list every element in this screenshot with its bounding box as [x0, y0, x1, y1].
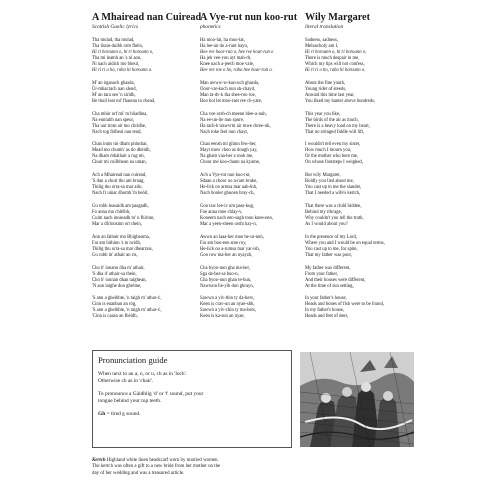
pronunciation-guide-title: Pronunciation guide: [98, 355, 168, 365]
lyric-line: At the time of sun setting,: [305, 283, 354, 289]
lyric-line: Nach fr uinar dhomh 'm beòil,: [92, 191, 149, 197]
stanza: [305, 142, 430, 166]
lyric-line: Keen is crav-un an nyae-shh,: [200, 302, 255, 308]
lyric-line: Ha lee-un do a-runt hayn,: [200, 44, 249, 49]
lyric-line: Cho b' ionnan dhan taighean,: [92, 277, 147, 283]
lyric-line: 'S dan a chuir thu am bruag,: [92, 179, 145, 185]
lyric-line: There is much despair in me,: [305, 56, 360, 61]
lyric-line: Around this time last year,: [305, 92, 355, 98]
lyric-line: Mar a dh'innsinn orr thein,: [92, 221, 142, 227]
lyric-line: He-lick oo armsa mar aah-lnh,: [200, 185, 258, 191]
lyric-line: Gu robh m' athair an ris,: [92, 252, 138, 258]
lyric-line: Ann an làthair mo Bhighearna,: [92, 234, 150, 240]
lyric-line: Heads and feet of deer,: [305, 314, 349, 320]
lyric-line: Cuim nach innseadh tu' n fhìrinn,: [92, 215, 155, 221]
lyric-line: Mayt mow choo as dough yay,: [200, 148, 258, 154]
stanza: [305, 204, 430, 228]
kertch-term: Kertch: [92, 458, 106, 463]
lyric-line: In my father's house,: [305, 308, 345, 314]
lyric-line: 'S ann a gheibhte, 'n taigh m' athar-s',: [92, 296, 162, 302]
translation-stanzas: [305, 38, 430, 320]
gh-description: = tired g sound.: [105, 411, 141, 417]
lyric-line: As I would about you?: [305, 221, 348, 227]
lyric-line: Hee ree roe o ho, raho hee hoar-run o.: [200, 68, 273, 73]
pronunciation-line: When next to an a, o, or u, ch as in 'loch'.: [98, 371, 187, 377]
lyric-line: You cast up to me the slander,: [305, 185, 362, 191]
lyric-line: From your father,: [305, 271, 339, 277]
stanza: [305, 173, 430, 197]
lyric-line: Ha moo-lat, ha moo-lat,: [200, 38, 245, 43]
translation-column: [305, 12, 430, 327]
lyric-line: Behind my ribcage,: [305, 209, 342, 215]
lyric-line: Boo hol let moo-raet ree ch-yate,: [200, 98, 262, 104]
footnote-line: The kertch was often a gift to a new bride from her mother on the: [92, 464, 221, 470]
lyric-line: Kooeem nach een-sugh toon knee-nen,: [200, 215, 274, 221]
lyric-line: You cast up to me, for spite,: [305, 246, 358, 252]
lyric-line: Hee ree hoar-run o, hee ree hoar-run o: [200, 50, 274, 55]
pronunciation-line: [98, 411, 286, 418]
lyric-line: That no stringed fiddle will lift,: [305, 129, 365, 135]
lyric-line: M' an òganach ghasda,: [92, 80, 135, 86]
lyric-line: Na eunlaith nan speur,: [92, 117, 134, 123]
lyric-line: Goo taw lee-iv um pass-kug,: [200, 203, 255, 209]
pronunciation-line: To pronounce a Gàidhlig 'd' or 't' sound, put your: [98, 391, 204, 397]
lyric-line: 'S ann a gheibhte, 'n taigh m' athar-s',: [92, 308, 162, 314]
lyric-line: 'Cinn is casan an fhèidh,: [92, 314, 138, 320]
lyric-line: Sadness, sadness,: [305, 38, 338, 43]
lyric-line: About the fine youth,: [305, 80, 346, 86]
lyric-line: Tha uar trom air mo chridhe,: [92, 123, 147, 129]
pronunciation-line: tongue behind your top teeth.: [98, 398, 162, 404]
gh-term: Gh: [98, 411, 106, 417]
lyric-line: Hi ri ri o ho, raho hi horoann o.: [305, 68, 366, 73]
lyric-line: Thilig thu orra-sa mar ailn,: [92, 185, 143, 191]
kertch-footnote: [92, 458, 322, 477]
lyric-line: Melancholy am I,: [305, 44, 339, 49]
stanza: [305, 112, 430, 136]
lyric-line: Cha mhòr orf mi' m bliadhna,: [92, 111, 148, 117]
lyric-line: You liked my banter above hundreds,: [305, 98, 376, 104]
lyric-line: Why couldn't you tell the truth,: [305, 215, 364, 221]
lyric-line: Thilig thu orra-sa mar dhearrais,: [92, 246, 153, 252]
stanza: [305, 81, 430, 105]
lyric-line: And their houses were different,: [305, 277, 366, 283]
lyric-line: On whose footsteps I weighed,: [305, 160, 363, 166]
lyric-line: Young rider of steeds,: [305, 86, 347, 92]
lyric-line: Hi ri horoann o, hi ri horoann o,: [92, 50, 154, 55]
lyric-line: Choor me koo-chann na kyame,: [200, 160, 261, 166]
lyric-line: That my father was poor,: [305, 252, 353, 258]
lyric-line: Mar a yeen-sheen orsht hay-n,: [200, 221, 257, 227]
lyric-line: Far am boo-een stoe roy,: [200, 240, 247, 246]
lyric-line: He-lick oo a-rumsa mar yar-ish,: [200, 246, 260, 252]
gaelic-title: A Mhairead nan Cuiread: [92, 12, 202, 23]
lyric-line: Nach tog fidheal nan teud,: [92, 129, 142, 135]
lyric-line: Boldly you lied about me,: [305, 179, 354, 185]
lyric-line: Sawwn a yiv-thin ty da-hers,: [200, 296, 255, 302]
lyric-line: Man awww-w-kun-uch ghasda,: [200, 80, 260, 86]
lyric-line: That I needed a wife's kertch,: [305, 191, 361, 197]
stanza: [305, 235, 430, 259]
lyric-line: Man ta-dv-k tha shee-roo roe,: [200, 92, 256, 98]
lyric-line: Where you and I would be on equal terms,: [305, 240, 385, 246]
lyric-line: But wily Margaret,: [305, 173, 341, 179]
footnote-line: day of her wedding and was a treasured article.: [92, 470, 185, 476]
lyric-line: Which my lips will not confess,: [305, 62, 365, 67]
lyric-line: Cinn is euanban an ròg,: [92, 302, 137, 308]
lyric-line: Tha mulad, tha mulad,: [92, 38, 135, 43]
lyric-line: Be thoil leat mi' fhaotan to chead,: [92, 98, 156, 104]
lyric-line: How much I mourn you,: [305, 148, 352, 154]
translation-title: Wily Margaret: [305, 12, 370, 23]
lyric-line: Ni nach aidich mo bheul,: [92, 62, 140, 67]
lyric-line: This year you like,: [305, 111, 341, 117]
lyric-line: Far am bithinn 's tu ncidh,: [92, 240, 142, 246]
stanza: [305, 296, 430, 320]
lyric-line: Knee nach a-jeech moe vale,: [200, 62, 255, 67]
lyric-line: Heads and bones of fish were to be found,: [305, 302, 385, 308]
lyric-line: That there was a child hidden,: [305, 203, 362, 209]
lyric-line: Mead mo chumh' as do dhèidh,: [92, 148, 151, 154]
lyric-line: 'S dha d' athair-sa thein,: [92, 271, 137, 277]
lyric-line: Chan eensh mi ghinn few-her,: [200, 142, 257, 148]
lyric-line: In the presence of my Lord,: [305, 234, 358, 240]
lyric-line: Na ee-un-lie nun spure,: [200, 117, 244, 123]
lyric-line: Awwn an laaa-her moe he-ur-nuh,: [200, 234, 264, 240]
lyric-line: Sawwn a yiv-chin ty ma-hers,: [200, 308, 257, 314]
stanza: [305, 266, 430, 290]
lyric-line: Ach a Mhairead nan cuiread,: [92, 173, 147, 179]
lyric-line: The birds of the air as much,: [305, 117, 359, 123]
gaelic-subtitle: Scottish Gaelic lyrics: [92, 24, 139, 30]
translation-subtitle: literal translation: [305, 24, 344, 30]
lyric-line: Or the mother who bore me,: [305, 154, 359, 160]
lyric-line: Ùr-mhacrach nan sleud,: [92, 86, 137, 92]
lyric-line: There is a heavy load on my heart,: [305, 123, 370, 129]
lyric-line: Chan innis mi dham phiuthar,: [92, 142, 148, 148]
lyric-line: My father was different,: [305, 265, 351, 271]
lyric-line: Tha liunn-duibh orm fhèin,: [92, 44, 144, 49]
lyric-line: Hi ri ri o ho, raho hi horoann o.: [92, 68, 153, 73]
lyric-line: Ha tach-k trawvrm air mwe chree-uh,: [200, 123, 271, 129]
lyric-line: Sga da-her-sa hoo-n,: [200, 271, 239, 277]
pronunciation-line: Otherwise ch as in 'chair'.: [98, 378, 154, 384]
stanza: [305, 38, 430, 74]
lyric-line: Cha byoo-nun gha ma-her,: [200, 265, 251, 271]
lyric-line: Na gham vaa-her a rook me,: [200, 154, 254, 160]
lyric-line: Sdaan a choor oo a-ram bruke,: [200, 179, 258, 185]
lyric-line: Nach toke feel nun chayt,: [200, 129, 249, 135]
lyric-line: Chuir mi cuilbheun na uman,: [92, 160, 147, 166]
kertch-definition: Highland white linen headscarf worn by married women.: [105, 458, 219, 463]
lyric-line: Cha byoo-nun ghan te-hun,: [200, 277, 252, 283]
lyric-line: Ooor-var-kuch nun sh-chayd,: [200, 86, 256, 92]
lyric-line: In your father's house,: [305, 296, 347, 302]
lyric-line: Cho b' ionann dha m' athair,: [92, 265, 145, 271]
lyric-line: Keen is ka-sun an nyae,: [200, 314, 245, 320]
lyric-line: Nach booler ghuoen bray-ch,: [200, 191, 255, 197]
lyric-line: Na dham mhàthair a rug mi,: [92, 154, 145, 160]
lyric-line: 'N aon laighe don ghrèine,: [92, 283, 142, 289]
lyric-line: Cha voe orsh-ch meenn blee-a-nuh,: [200, 111, 267, 117]
lyric-line: Foe anna moe chlay-v,: [200, 209, 243, 215]
lyric-line: Fo anna mo chlèibh,: [92, 209, 131, 215]
phonetics-subtitle: phonetics: [200, 24, 221, 30]
lyric-line: Gu robh leasaidh am pasgadh,: [92, 203, 149, 209]
lyric-line: Tha mi leamh an 's ní aon,: [92, 56, 142, 61]
lyric-line: M' an tara seo 'n siridh,: [92, 92, 136, 98]
lyric-line: I wouldn't tell even my sister,: [305, 142, 361, 148]
lyric-line: Ha jeh vee-yun ayt mah-rh,: [200, 56, 252, 61]
pronunciation-guide-box: [92, 350, 292, 448]
lyric-line: Nawwnn lie-yih don ghrayn,: [200, 283, 254, 289]
lyric-line: Goo row ma-her an nyayzh,: [200, 252, 253, 258]
phonetics-title: A Vye-rut nun koo-rut: [200, 12, 298, 23]
engraving-illustration: [300, 352, 414, 447]
lyric-line: Ach a Vye-rut nun koo-rut,: [200, 173, 251, 179]
lyric-line: Hi ri horoann o, hi ri horoann o,: [305, 50, 367, 55]
